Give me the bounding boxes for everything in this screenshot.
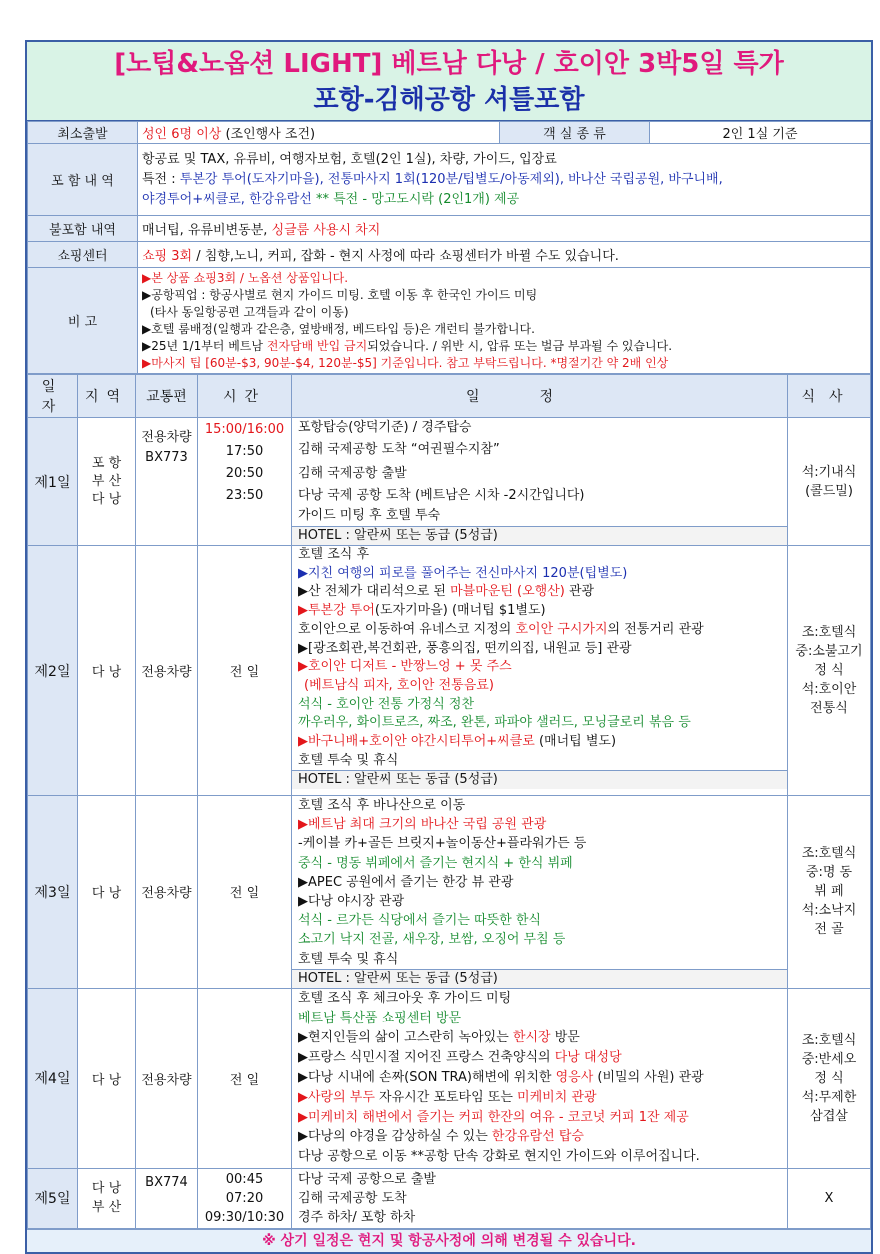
- day-row: [28, 796, 871, 989]
- day-transport: 전용차량 BX773: [136, 418, 198, 546]
- header-day: 일자: [28, 375, 78, 418]
- day-region: 다 낭: [78, 796, 136, 989]
- header-schedule: 일정: [292, 375, 788, 418]
- hotel-info: HOTEL : 알란씨 또는 동급 (5성급): [292, 526, 787, 545]
- day-schedule: 호텔 조식 후 ▶지친 여행의 피로를 풀어주는 전신마사지 120분(팁별도) ▶산 전체가 대리석으로 된 마블마운틴 (오행산) 관광 ▶투본강 투어(도자기마을) (매너팁 $1별도) 호이안으로 이동하여 유네스코 지정의 호이안 구시가지의 전통거리 관광 ▶[광조회관,복건회관, 풍흥의집, 떤끼의집, 내원교 등] 관광 ▶호이안 디저트 - 반짱느엉 + 못 주스 (베트남식 피자, 호이안 전통음료) 석식 - 호이안 전통 가정식 정찬 까우러우, 화이트로즈, 짜조, 완톤, 파파야 샐러드, 모닝글로리 볶음 등 ▶바구니배+호이안 야간시티투어+씨클로 (매너팁 별도) 호텔 투숙 및 휴식 HOTEL : 알란씨 또는 동급 (5성급): [292, 546, 788, 796]
- header-time: 시간: [198, 375, 292, 418]
- day-row: [28, 418, 871, 546]
- min-departure-label: 최소출발: [28, 122, 138, 144]
- day-region: 다 낭: [78, 988, 136, 1168]
- header-region: 지역: [78, 375, 136, 418]
- header-meal: 식사: [788, 375, 871, 418]
- info-table: [27, 121, 871, 374]
- excludes-value: 매너팁, 유류비변동분, 싱글룸 사용시 차지: [138, 216, 871, 242]
- excludes-label: 불포함 내역: [28, 216, 138, 242]
- day-transport: 전용차량: [136, 988, 198, 1168]
- day-meals: X: [788, 1168, 871, 1228]
- day-schedule: 포항탑승(양덕기준) / 경주탑승 김해 국제공항 도착 “여권필수지참” 김해 국제공항 출발 다낭 국제 공항 도착 (베트남은 시차 -2시간입니다) 가이드 미팅 후 호텔 투숙 HOTEL : 알란씨 또는 동급 (5성급): [292, 418, 788, 546]
- day-transport: 전용차량: [136, 546, 198, 796]
- remarks-label: 비 고: [28, 268, 138, 374]
- day-label: 제2일: [28, 546, 78, 796]
- page-title: [노팁&노옵션 LIGHT] 베트남 다낭 / 호이안 3박5일 특가: [114, 49, 784, 79]
- hotel-info: HOTEL : 알란씨 또는 동급 (5성급): [292, 770, 787, 789]
- day-meals: 조:호텔식 중:소불고기 정 식 석:호이안 전통식: [788, 546, 871, 796]
- day-meals: 조:호텔식 중:반세오 정 식 석:무제한 삼겹살: [788, 988, 871, 1168]
- includes-value: 항공료 및 TAX, 유류비, 여행자보험, 호텔(2인 1실), 차량, 가이드, 입장료 특전 : 투본강 투어(도자기마을), 전통마사지 1회(120분/팁별도/아동제외), 바나산 국립공원, 바구니배, 야경투어+씨클로, 한강유람선 ** 특전 - 망고도시락 (2인1개) 제공: [138, 144, 871, 216]
- min-departure-value: 성인 6명 이상 (조인행사 조건): [138, 122, 500, 144]
- day-row: [28, 988, 871, 1168]
- day-schedule: 다낭 국제 공항으로 출발 김해 국제공항 도착 경주 하차/ 포항 하차: [292, 1168, 788, 1228]
- hotel-info: HOTEL : 알란씨 또는 동급 (5성급): [292, 969, 787, 988]
- remarks-value: ▶본 상품 쇼핑3회 / 노옵션 상품입니다. ▶공항픽업 : 항공사별로 현지 가이드 미팅. 호텔 이동 후 한국인 가이드 미팅 (타사 동일항공편 고객들과 같이 이동) ▶호텔 룸배정(일행과 같은층, 옆방배정, 베드타입 등)은 개런티 불가합니다. ▶25년 1/1부터 베트남 전자담배 반입 금지되었습니다. / 위반 시, 압류 또는 벌금 부과될 수 있습니다. ▶마사지 팁 [60분-$3, 90분-$4, 120분-$5] 기준입니다. 참고 부탁드립니다. *명절기간 약 2배 인상: [138, 268, 871, 374]
- day-meals: 조:호텔식 중:명 동 뷔 페 석:소낙지 전 골: [788, 796, 871, 989]
- day-schedule: 호텔 조식 후 체크아웃 후 가이드 미팅 베트남 특산품 쇼핑센터 방문 ▶현지인들의 삶이 고스란히 녹아있는 한시장 방문 ▶프랑스 식민시절 지어진 프랑스 건축양식의 다낭 대성당 ▶다낭 시내에 손짜(SON TRA)해변에 위치한 영응사 (비밀의 사원) 관광 ▶사랑의 부두 자유시간 포토타임 또는 미케비치 관광 ▶미케비치 해변에서 즐기는 커피 한잔의 여유 - 코코넛 커피 1잔 제공 ▶다낭의 야경을 감상하실 수 있는 한강유람선 탑승 다낭 공항으로 이동 **공항 단속 강화로 현지인 가이드와 이루어집니다.: [292, 988, 788, 1168]
- schedule-table: [27, 374, 871, 1229]
- title-banner: [27, 42, 871, 121]
- day-time: 전 일: [198, 988, 292, 1168]
- day-region: 다 낭 부 산: [78, 1168, 136, 1228]
- day-label: 제3일: [28, 796, 78, 989]
- day-transport: 전용차량: [136, 796, 198, 989]
- room-type-label: 객 실 종 류: [500, 122, 650, 144]
- page-subtitle: 포항-김해공항 셔틀포함: [313, 85, 585, 115]
- day-meals: 석:기내식 (콜드밀): [788, 418, 871, 546]
- itinerary-sheet: [25, 40, 873, 1254]
- day-region: 다 낭: [78, 546, 136, 796]
- day-row: [28, 546, 871, 796]
- day-times: 15:00/16:00 17:50 20:50 23:50: [198, 418, 292, 546]
- footer-note: ※ 상기 일정은 현지 및 항공사정에 의해 변경될 수 있습니다.: [27, 1229, 871, 1252]
- day-row: [28, 1168, 871, 1228]
- day-time: 전 일: [198, 546, 292, 796]
- day-label: 제4일: [28, 988, 78, 1168]
- day-label: 제1일: [28, 418, 78, 546]
- room-type-value: 2인 1실 기준: [650, 122, 871, 144]
- day-times: 00:45 07:20 09:30/10:30: [198, 1168, 292, 1228]
- day-schedule: 호텔 조식 후 바나산으로 이동 ▶베트남 최대 크기의 바나산 국립 공원 관광 -케이블 카+골든 브릿지+놀이동산+플라워가든 등 중식 - 명동 뷔페에서 즐기는 현지식 + 한식 뷔페 ▶APEC 공원에서 즐기는 한강 뷰 관광 ▶다낭 야시장 관광 석식 - 르가든 식당에서 즐기는 따뜻한 한식 소고기 낙지 전골, 새우장, 보쌈, 오징어 무침 등 호텔 투숙 및 휴식 HOTEL : 알란씨 또는 동급 (5성급): [292, 796, 788, 989]
- shopping-value: 쇼핑 3회 / 침향,노니, 커피, 잡화 - 현지 사정에 따라 쇼핑센터가 바뀔 수도 있습니다.: [138, 242, 871, 268]
- includes-label: 포 함 내 역: [28, 144, 138, 216]
- day-time: 전 일: [198, 796, 292, 989]
- shopping-label: 쇼핑센터: [28, 242, 138, 268]
- day-region: 포 항 부 산 다 낭: [78, 418, 136, 546]
- day-transport: BX774: [136, 1168, 198, 1228]
- day-label: 제5일: [28, 1168, 78, 1228]
- header-transport: 교통편: [136, 375, 198, 418]
